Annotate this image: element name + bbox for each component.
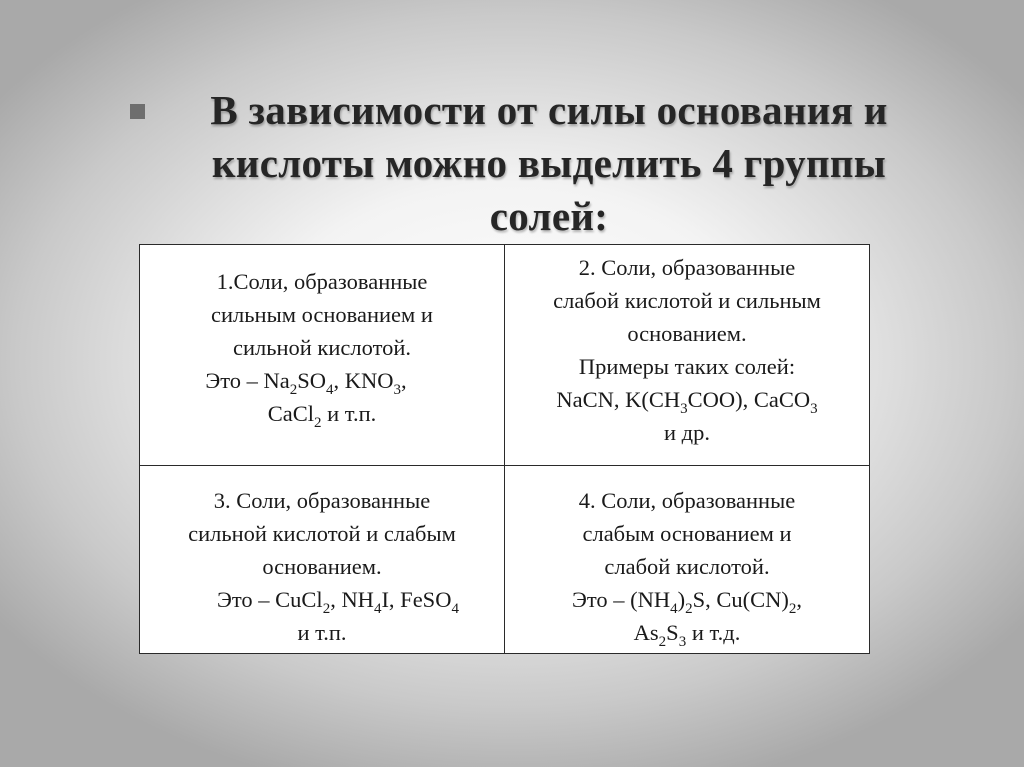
cell-title-line: сильной кислотой. xyxy=(232,335,412,360)
formula-subscript: 4 xyxy=(373,601,382,617)
formula-text: ) xyxy=(677,587,686,612)
formula-subscript: 3 xyxy=(393,382,401,398)
formula-text: I, FeSO xyxy=(381,587,452,612)
cell-title-line: слабым основанием и xyxy=(582,521,792,546)
cell-example-line xyxy=(513,350,861,383)
formula-text: As xyxy=(633,620,659,645)
formula-text: S, Cu(CN) xyxy=(692,587,789,612)
formula-text: SO xyxy=(297,368,326,393)
salt-groups-table xyxy=(139,244,870,654)
cell-title-line: слабой кислотой и сильным xyxy=(553,288,821,313)
cell-group-3 xyxy=(140,466,505,654)
formula-text: и т.п. xyxy=(321,401,377,426)
formula-subscript: 2 xyxy=(322,601,331,617)
formula-subscript: 2 xyxy=(314,415,322,431)
cell-group-4 xyxy=(505,466,870,654)
formula-text: CaCl xyxy=(267,401,315,426)
formula-text: и др. xyxy=(664,420,710,445)
formula-text: , NH xyxy=(330,587,374,612)
cell-title-line: основанием. xyxy=(262,554,382,579)
cell-example-line xyxy=(132,364,480,397)
formula-text: , xyxy=(796,587,803,612)
formula-text: , xyxy=(401,368,407,393)
formula-subscript: 4 xyxy=(670,601,678,617)
formula-text: COO), CaCO xyxy=(687,387,811,412)
table-row xyxy=(140,466,870,654)
cell-title-line: 1.Соли, образованные xyxy=(216,269,428,294)
cell-example-line xyxy=(513,383,861,416)
formula-text: и т.д. xyxy=(686,620,741,645)
cell-example-line xyxy=(513,583,861,616)
formula-subscript: 3 xyxy=(680,401,688,417)
cell-title-line: сильной кислотой и слабым xyxy=(188,521,456,546)
formula-subscript: 3 xyxy=(678,634,687,650)
cell-title-line: основанием. xyxy=(627,321,747,346)
formula-text: S xyxy=(666,620,679,645)
formula-subscript: 2 xyxy=(658,634,667,650)
formula-subscript: 4 xyxy=(451,601,459,617)
formula-text: NaCN, K(CH xyxy=(556,387,681,412)
cell-title-line: 4. Соли, образованные xyxy=(578,488,796,513)
cell-group-2 xyxy=(505,245,870,466)
table-row xyxy=(140,245,870,466)
formula-subscript: 4 xyxy=(326,382,334,398)
formula-text: и т.п. xyxy=(297,620,347,645)
formula-subscript: 3 xyxy=(810,401,818,417)
formula-text: Это – (NH xyxy=(571,587,671,612)
cell-example-line xyxy=(148,397,496,430)
formula-subscript: 2 xyxy=(685,601,693,617)
cell-title-line: 2. Соли, образованные xyxy=(578,255,796,280)
cell-example-line xyxy=(148,616,496,649)
cell-group-1 xyxy=(140,245,505,466)
cell-title-line: слабой кислотой. xyxy=(604,554,770,579)
cell-title-line: 3. Соли, образованные xyxy=(213,488,431,513)
formula-subscript: 2 xyxy=(788,601,797,617)
formula-text: Это – CuCl xyxy=(217,587,323,612)
formula-text: , KNO xyxy=(333,368,394,393)
formula-text: Это – Na xyxy=(205,368,290,393)
cell-title-line: сильным основанием и xyxy=(211,302,433,327)
slide-heading xyxy=(130,84,930,243)
heading-text: В зависимости от силы основания и кислоты можно выделить 4 группы солей: xyxy=(210,87,888,239)
formula-text: Примеры таких солей: xyxy=(578,354,796,379)
cell-example-line xyxy=(513,416,861,449)
cell-example-line xyxy=(164,583,512,616)
bullet-square-icon xyxy=(130,104,145,119)
cell-example-line xyxy=(513,616,861,649)
formula-subscript: 2 xyxy=(289,382,298,398)
